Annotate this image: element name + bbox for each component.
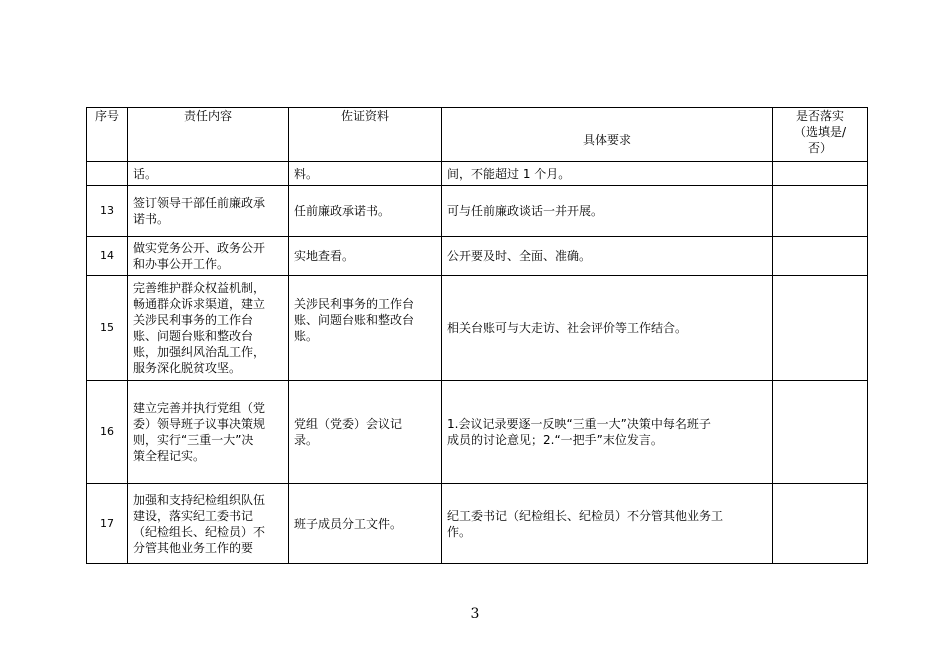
- line: 公开要及时、全面、准确。: [447, 249, 592, 263]
- line: 关涉民利事务的工作台: [294, 297, 415, 311]
- line: 党组（党委）会议记: [294, 417, 403, 431]
- responsibility-table: [86, 107, 868, 564]
- header-content: 责任内容: [128, 108, 289, 162]
- line: 相关台账可与大走访、社会评价等工作结合。: [447, 321, 688, 335]
- line: 话。: [133, 166, 158, 181]
- table-row: [87, 381, 868, 484]
- line: 加强和支持纪检组织队伍: [133, 492, 266, 507]
- row-content: [128, 381, 289, 484]
- line: 签订领导干部任前廉政承: [133, 196, 266, 210]
- line: 完善维护群众权益机制，: [133, 281, 266, 295]
- line: 录。: [294, 433, 319, 447]
- row-done: [773, 162, 868, 186]
- row-done: [773, 381, 868, 484]
- line: 和办事公开工作。: [133, 257, 230, 271]
- line: 间，不能超过 1 个月。: [447, 166, 571, 181]
- line: 策全程记实。: [133, 449, 206, 463]
- line: 成员的讨论意见；2.“一把手”末位发言。: [447, 433, 663, 447]
- line: 账、问题台账和整改台: [294, 313, 415, 327]
- line: 委）领导班子议事决策规: [133, 417, 266, 431]
- line: 分管其他业务工作的要: [133, 540, 254, 555]
- header-done-line2: （选填是/: [793, 125, 847, 139]
- row-content: [128, 162, 289, 186]
- line: 1.会议记录要逐一反映“三重一大”决策中每名班子: [447, 417, 711, 431]
- line: 关涉民利事务的工作台: [133, 313, 254, 327]
- row-done: [773, 484, 868, 564]
- line: 账，加强纠风治乱工作，: [133, 345, 266, 359]
- row-requirement: [442, 237, 773, 276]
- line: 账、问题台账和整改台: [133, 329, 254, 343]
- row-number: [87, 162, 128, 186]
- row-evidence: [289, 381, 442, 484]
- table-row: [87, 484, 868, 564]
- line: 班子成员分工文件。: [294, 516, 403, 531]
- line: 建设，落实纪工委书记: [133, 508, 254, 523]
- row-requirement: [442, 186, 773, 237]
- table-row: [87, 237, 868, 276]
- line: （纪检组长、纪检员）不: [133, 524, 266, 539]
- line: 做实党务公开、政务公开: [133, 241, 266, 255]
- line: 任前廉政承诺书。: [294, 204, 391, 218]
- header-done: [773, 108, 868, 162]
- header-done-line3: 否）: [807, 141, 832, 155]
- line: 纪工委书记（纪检组长、纪检员）不分管其他业务工: [447, 508, 724, 523]
- row-number: 15: [87, 276, 128, 381]
- row-content: [128, 276, 289, 381]
- line: 建立完善并执行党组（党: [133, 401, 266, 415]
- header-evidence: 佐证资料: [289, 108, 442, 162]
- row-requirement: [442, 484, 773, 564]
- row-number: 16: [87, 381, 128, 484]
- header-no: 序号: [87, 108, 128, 162]
- row-requirement: [442, 162, 773, 186]
- header-requirement: 具体要求: [442, 108, 773, 162]
- row-done: [773, 237, 868, 276]
- table-header-row: [87, 108, 868, 162]
- row-number: 14: [87, 237, 128, 276]
- row-evidence: [289, 276, 442, 381]
- page-number: 3: [470, 606, 480, 622]
- line: 则，实行“三重一大”决: [133, 433, 254, 447]
- row-evidence: [289, 484, 442, 564]
- line: 料。: [294, 166, 319, 181]
- table-row: [87, 162, 868, 186]
- row-evidence: [289, 237, 442, 276]
- line: 可与任前廉政谈话一并开展。: [447, 204, 604, 218]
- line: 诺书。: [133, 212, 170, 226]
- line: 服务深化脱贫攻坚。: [133, 361, 242, 375]
- line: 畅通群众诉求渠道，建立: [133, 297, 266, 311]
- line: 实地查看。: [294, 249, 355, 263]
- row-evidence: [289, 186, 442, 237]
- row-done: [773, 276, 868, 381]
- row-content: [128, 186, 289, 237]
- row-content: [128, 484, 289, 564]
- line: 作。: [447, 524, 472, 539]
- header-done-line1: 是否落实: [795, 109, 844, 123]
- row-evidence: [289, 162, 442, 186]
- table-row: [87, 186, 868, 237]
- table-row: [87, 276, 868, 381]
- row-done: [773, 186, 868, 237]
- row-content: [128, 237, 289, 276]
- row-number: 13: [87, 186, 128, 237]
- row-requirement: [442, 276, 773, 381]
- line: 账。: [294, 329, 319, 343]
- row-requirement: [442, 381, 773, 484]
- row-number: 17: [87, 484, 128, 564]
